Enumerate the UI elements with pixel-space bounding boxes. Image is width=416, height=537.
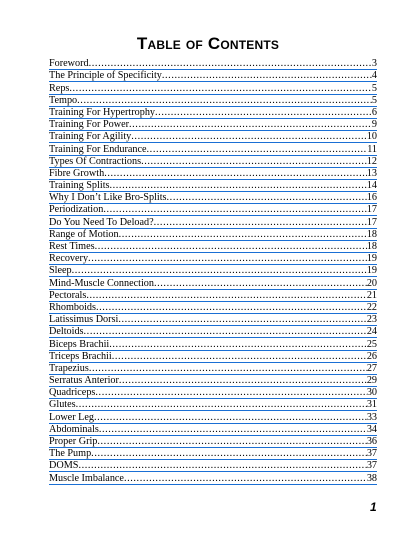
dot-leader xyxy=(167,192,367,203)
dot-leader xyxy=(99,424,367,435)
toc-link[interactable] xyxy=(49,107,377,118)
toc-entry[interactable] xyxy=(49,131,377,143)
toc-entry[interactable] xyxy=(49,216,377,228)
toc-entry[interactable] xyxy=(49,156,377,168)
toc-entry[interactable] xyxy=(49,168,377,180)
dot-leader xyxy=(162,70,372,81)
entry-title: Training For Endurance xyxy=(49,143,147,155)
entry-title: Triceps Brachii xyxy=(49,350,112,362)
toc-entry[interactable] xyxy=(49,314,377,326)
entry-page-number: 17 xyxy=(366,216,377,228)
entry-title: The Pump xyxy=(49,448,92,460)
toc-entry[interactable] xyxy=(49,265,377,277)
toc-entry[interactable] xyxy=(49,192,377,204)
entry-page-number: 38 xyxy=(366,472,377,484)
toc-entry[interactable] xyxy=(49,387,377,399)
entry-page-number: 5 xyxy=(371,82,377,94)
dot-leader xyxy=(84,326,367,337)
entry-page-number: 36 xyxy=(366,436,377,447)
dot-leader xyxy=(86,290,366,301)
entry-title: Recovery xyxy=(49,253,89,265)
toc-entry[interactable] xyxy=(49,70,377,82)
entry-title: Muscle Imbalance xyxy=(49,472,124,484)
toc-link[interactable] xyxy=(49,302,377,313)
toc-link[interactable] xyxy=(49,460,377,471)
entry-title: Foreword xyxy=(49,58,89,70)
toc-link[interactable] xyxy=(49,412,377,423)
dot-leader xyxy=(141,156,367,167)
entry-page-number: 17 xyxy=(366,204,377,216)
dot-leader xyxy=(112,351,367,362)
entry-page-number: 37 xyxy=(366,448,377,460)
toc-entry[interactable] xyxy=(49,375,377,387)
toc-link[interactable] xyxy=(49,326,377,337)
entry-title: Biceps Brachii xyxy=(49,338,110,350)
dot-leader xyxy=(154,278,367,289)
dot-leader xyxy=(76,399,367,410)
toc-link[interactable] xyxy=(49,314,377,325)
toc-link[interactable] xyxy=(49,119,377,130)
dot-leader xyxy=(104,168,367,179)
entry-page-number: 9 xyxy=(371,119,377,131)
toc-link[interactable] xyxy=(49,168,377,179)
page-number: 1 xyxy=(370,500,377,514)
toc-entry[interactable] xyxy=(49,338,377,350)
entry-page-number: 33 xyxy=(366,411,377,423)
entry-page-number: 25 xyxy=(366,338,377,350)
entry-title: Training For Power xyxy=(49,119,129,131)
toc-link[interactable] xyxy=(49,204,377,215)
entry-page-number: 19 xyxy=(366,265,377,277)
entry-title: Periodization xyxy=(49,204,104,216)
dot-leader xyxy=(69,83,372,94)
dot-leader xyxy=(72,265,367,276)
dot-leader xyxy=(88,253,367,264)
toc-entry[interactable] xyxy=(49,119,377,131)
toc-link[interactable] xyxy=(49,95,377,106)
dot-leader xyxy=(131,131,367,142)
entry-title: Trapezius xyxy=(49,362,89,374)
toc-link[interactable] xyxy=(49,241,377,252)
toc-entry[interactable] xyxy=(49,302,377,314)
entry-title: Training Splits xyxy=(49,180,110,192)
toc-link[interactable] xyxy=(49,290,377,301)
dot-leader xyxy=(118,314,366,325)
entry-page-number: 16 xyxy=(366,192,377,204)
toc-entry[interactable] xyxy=(49,472,377,484)
toc-link[interactable] xyxy=(49,253,377,264)
toc-entry[interactable] xyxy=(49,460,377,472)
dot-leader xyxy=(109,339,367,350)
entry-title: Abdominals xyxy=(49,423,99,435)
dot-leader xyxy=(91,448,367,459)
entry-page-number: 13 xyxy=(366,167,377,179)
entry-title: Range of Motion xyxy=(49,228,119,240)
toc-link[interactable] xyxy=(49,387,377,398)
entry-title: Latissimus Dorsi xyxy=(49,314,119,326)
entry-page-number: 12 xyxy=(366,155,377,167)
entry-page-number: 3 xyxy=(371,58,377,70)
entry-page-number: 10 xyxy=(366,131,377,143)
dot-leader xyxy=(124,473,367,484)
dot-leader xyxy=(95,241,367,252)
toc-link[interactable] xyxy=(49,131,377,142)
dot-leader xyxy=(154,217,367,228)
toc-link[interactable] xyxy=(49,144,377,155)
entry-page-number: 30 xyxy=(366,387,377,399)
toc-entry[interactable] xyxy=(49,436,377,448)
toc-entry[interactable] xyxy=(49,241,377,253)
entry-title: Types Of Contractions xyxy=(49,155,142,167)
entry-page-number: 14 xyxy=(366,180,377,192)
toc-entry[interactable] xyxy=(49,277,377,289)
entry-page-number: 4 xyxy=(371,70,377,82)
toc-link[interactable] xyxy=(49,58,377,69)
entry-page-number: 22 xyxy=(366,301,377,313)
entry-title: Do You Need To Deload? xyxy=(49,216,154,228)
toc-entry[interactable] xyxy=(49,58,377,70)
entry-page-number: 37 xyxy=(366,460,377,472)
entry-page-number: 23 xyxy=(366,314,377,326)
toc-entry[interactable] xyxy=(49,411,377,423)
entry-title: Glutes xyxy=(49,399,76,411)
toc-link[interactable] xyxy=(49,436,377,447)
dot-leader xyxy=(155,107,372,118)
entry-title: Mind-Muscle Connection xyxy=(49,277,154,289)
entry-title: Rhomboids xyxy=(49,301,96,313)
toc-entry[interactable] xyxy=(49,253,377,265)
toc-entry[interactable] xyxy=(49,95,377,107)
toc-link[interactable] xyxy=(49,399,377,410)
toc-link[interactable] xyxy=(49,424,377,435)
dot-leader xyxy=(96,302,367,313)
entry-page-number: 5 xyxy=(371,94,377,106)
dot-leader xyxy=(89,363,367,374)
toc-link[interactable] xyxy=(49,83,377,94)
entry-title: Quadriceps xyxy=(49,387,96,399)
toc-link[interactable] xyxy=(49,192,377,203)
toc-link[interactable] xyxy=(49,351,377,362)
entry-page-number: 27 xyxy=(366,362,377,374)
entry-title: Proper Grip xyxy=(49,436,98,447)
entry-page-number: 6 xyxy=(371,106,377,118)
entry-title: Pectorals xyxy=(49,289,87,301)
dot-leader xyxy=(103,204,366,215)
entry-page-number: 26 xyxy=(366,350,377,362)
toc-link[interactable] xyxy=(49,375,377,386)
entry-title: Deltoids xyxy=(49,326,84,338)
entry-page-number: 34 xyxy=(366,423,377,435)
entry-page-number: 18 xyxy=(366,228,377,240)
entry-title: Reps xyxy=(49,82,70,94)
entry-title: Training For Hypertrophy xyxy=(49,106,156,118)
dot-leader xyxy=(147,144,368,155)
toc-link[interactable] xyxy=(49,180,377,191)
dot-leader xyxy=(129,119,372,130)
toc-link[interactable] xyxy=(49,278,377,289)
dot-leader xyxy=(119,229,367,240)
entry-title: Sleep xyxy=(49,265,72,277)
toc-link[interactable] xyxy=(49,229,377,240)
entry-title: The Principle of Specificity xyxy=(49,70,162,82)
dot-leader xyxy=(89,58,372,69)
toc-entry[interactable] xyxy=(49,143,377,155)
entry-page-number: 19 xyxy=(366,253,377,265)
entry-title: Serratus Anterior xyxy=(49,375,119,387)
page-title: Table of Contents xyxy=(136,34,280,53)
entry-page-number: 18 xyxy=(366,241,377,252)
toc-link[interactable] xyxy=(49,156,377,167)
toc-link[interactable] xyxy=(49,363,377,374)
toc-entry[interactable] xyxy=(49,204,377,216)
toc-entry[interactable] xyxy=(49,326,377,338)
toc-entry[interactable] xyxy=(49,448,377,460)
toc-entry[interactable] xyxy=(49,363,377,375)
dot-leader xyxy=(95,387,366,398)
entry-page-number: 24 xyxy=(366,326,377,338)
toc-entry[interactable] xyxy=(49,351,377,363)
entry-page-number: 20 xyxy=(366,277,377,289)
entry-title: Why I Don’t Like Bro-Splits xyxy=(49,192,167,204)
dot-leader xyxy=(77,95,372,106)
toc-entry[interactable] xyxy=(49,424,377,436)
toc-entry[interactable] xyxy=(49,180,377,192)
dot-leader xyxy=(119,375,367,386)
entry-title: Tempo xyxy=(49,94,78,106)
entry-title: DOMS xyxy=(49,460,79,472)
toc-link[interactable] xyxy=(49,473,377,484)
entry-page-number: 11 xyxy=(367,143,377,155)
entry-page-number: 31 xyxy=(366,399,377,411)
entry-page-number: 21 xyxy=(366,289,377,301)
toc-entry[interactable] xyxy=(49,82,377,94)
dot-leader xyxy=(97,436,366,447)
entry-title: Rest Times xyxy=(49,241,95,252)
toc-link[interactable] xyxy=(49,448,377,459)
toc-link[interactable] xyxy=(49,70,377,81)
toc-entry[interactable] xyxy=(49,399,377,411)
toc-entry[interactable] xyxy=(49,107,377,119)
entry-title: Fibre Growth xyxy=(49,167,105,179)
toc-link[interactable] xyxy=(49,339,377,350)
dot-leader xyxy=(109,180,366,191)
table-of-contents xyxy=(49,58,377,485)
toc-entry[interactable] xyxy=(49,229,377,241)
toc-link[interactable] xyxy=(49,265,377,276)
entry-page-number: 29 xyxy=(366,375,377,387)
entry-title: Lower Leg xyxy=(49,411,94,423)
entry-title: Training For Agility xyxy=(49,131,132,143)
toc-link[interactable] xyxy=(49,217,377,228)
dot-leader xyxy=(94,412,367,423)
toc-entry[interactable] xyxy=(49,290,377,302)
dot-leader xyxy=(78,460,366,471)
